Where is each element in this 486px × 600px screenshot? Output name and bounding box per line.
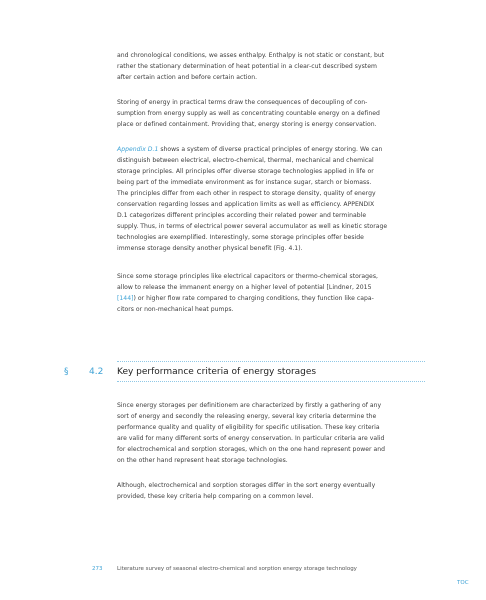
paragraph-comparison (117, 480, 425, 502)
text-line: citors or non-mechanical heat pumps. (117, 306, 234, 313)
text-line: performance quality and quality of eligibility for specific utilisation. These key criteria (117, 424, 380, 431)
section-divider-bottom (117, 381, 425, 382)
text-line (117, 293, 425, 304)
text-span: shows a system of diverse practical principles of energy storing. We can (158, 146, 383, 153)
text-line: are valid for many different sorts of energy conservation. In particular criteria are valid (117, 435, 385, 442)
text-line: on the other hand represent heat storage technologies. (117, 457, 288, 464)
paragraph-enthalpy (117, 50, 425, 83)
text-line: Since energy storages per definitionem are characterized by firstly a gathering of any (117, 402, 382, 409)
text-line: Since some storage principles like electrical capacitors or thermo-chemical storages, (117, 273, 378, 280)
text-line: after certain action and before certain action. (117, 74, 258, 81)
text-line: and chronological conditions, we asses enthalpy. Enthalpy is not static or constant, but (117, 52, 385, 59)
text-line: sort of energy and secondly the releasing energy, several key criteria determine the (117, 413, 377, 420)
paragraph-storing-energy (117, 97, 425, 130)
running-footer-title: Literature survey of seasonal electro-chemical and sorption energy storage technology (117, 566, 357, 572)
section-symbol: § (64, 367, 69, 377)
paragraph-capacitors (117, 271, 425, 315)
paragraph-key-criteria (117, 400, 425, 466)
text-line: D.1 categorizes different principles according their related power and terminable (117, 212, 367, 219)
section-title: Key performance criteria of energy storages (117, 367, 317, 377)
toc-link[interactable]: TOC (457, 580, 469, 586)
text-line: sumption from energy supply as well as concentrating countable energy on a defined (117, 110, 380, 117)
text-span: ) or higher flow rate compared to charging conditions, they function like capa- (133, 295, 374, 302)
text-line (117, 144, 425, 155)
text-line: Storing of energy in practical terms draw the consequences of decoupling of con- (117, 99, 368, 106)
text-line: being part of the immediate environment as for instance sugar, starch or biomass. (117, 179, 372, 186)
text-line: rather the stationary determination of heat potential in a clear-cut described system (117, 63, 377, 70)
citation-link[interactable]: [144] (117, 295, 134, 302)
text-line: storage principles. All principles offer diverse storage technologies applied in life or (117, 168, 374, 175)
page-number: 273 (92, 566, 103, 572)
text-line: supply. Thus, in terms of electrical power several accumulator as well as kinetic storage (117, 223, 388, 230)
text-line: The principles differ from each other in respect to storage density, quality of energy (117, 190, 376, 197)
text-line: immense storage density another physical benefit (Fig. 4.1). (117, 245, 303, 252)
text-line: for electrochemical and sorption storages, which on the one hand represent power and (117, 446, 385, 453)
section-number: 4.2 (89, 367, 104, 377)
text-line: provided, these key criteria help comparing on a common level. (117, 493, 314, 500)
text-line: place or defined containment. Providing that, energy storing is energy conservation. (117, 121, 377, 128)
text-line: technologies are exemplified. Interestingly, some storage principles offer beside (117, 234, 364, 241)
appendix-link[interactable]: Appendix D.1 (117, 146, 159, 153)
paragraph-storage-principles (117, 144, 425, 254)
text-line: distinguish between electrical, electro-chemical, thermal, mechanical and chemical (117, 157, 374, 164)
text-line: Although, electrochemical and sorption storages differ in the sort energy eventually (117, 482, 376, 489)
text-line: conservation regarding losses and application limits as well as efficiency. APPENDIX (117, 201, 375, 208)
section-divider-top (117, 361, 425, 362)
text-line: allow to release the immanent energy on a higher level of potential [Lindner, 2015 (117, 284, 372, 291)
